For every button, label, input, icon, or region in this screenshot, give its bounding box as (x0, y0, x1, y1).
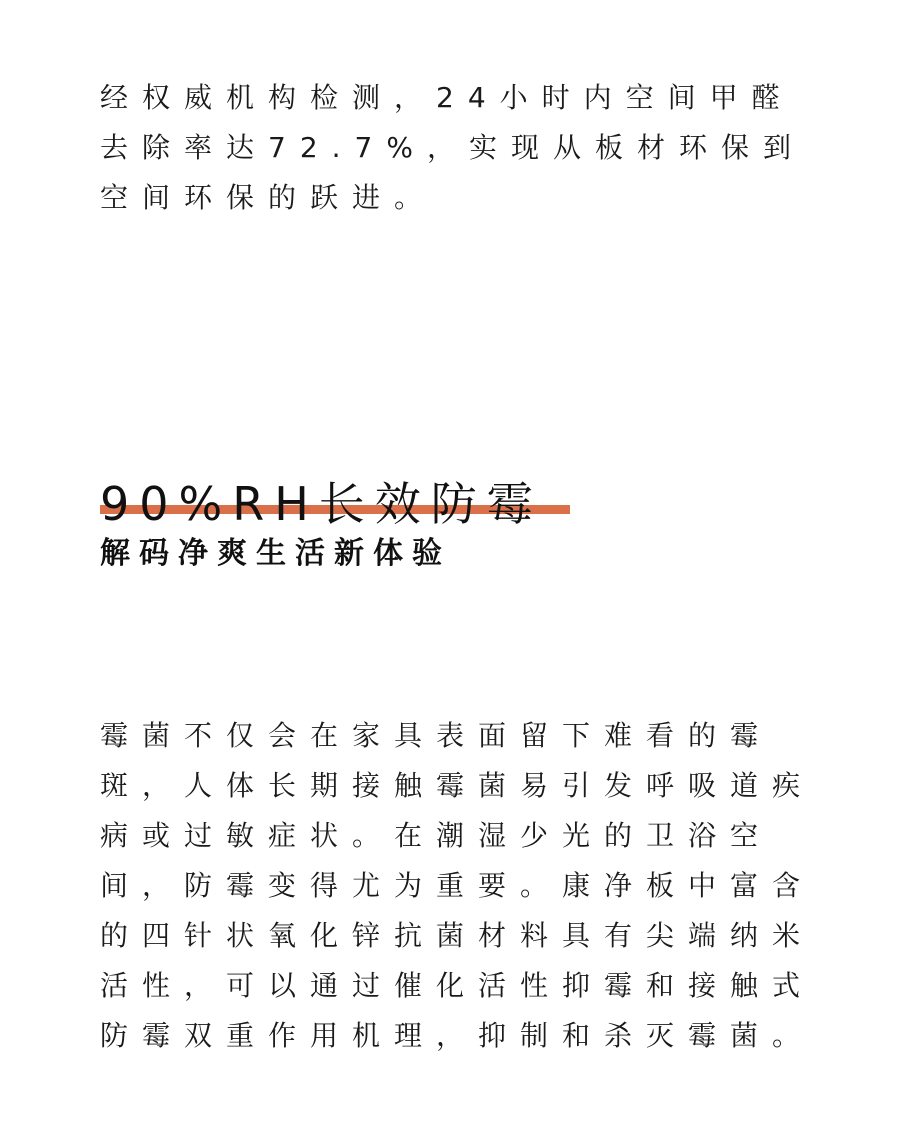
intro-paragraph: 经权威机构检测，24小时内空间甲醛去除率达72.7%，实现从板材环保到空间环保的跃进。 (100, 81, 805, 214)
section-subheading: 解码净爽生活新体验 (100, 536, 451, 571)
section-headline-text: 90%RH长效防霉 (100, 477, 543, 531)
section-headline (100, 472, 543, 536)
body-paragraph: 霉菌不仅会在家具表面留下难看的霉斑，人体长期接触霉菌易引发呼吸道疾病或过敏症状。在潮湿少光的卫浴空间，防霉变得尤为重要。康净板中富含的四针状氧化锌抗菌材料具有尖端纳米活性，可以通过催化活性抑霉和接触式防霉双重作用机理，抑制和杀灭霉菌。 (100, 719, 815, 1052)
headline-block (100, 472, 820, 536)
